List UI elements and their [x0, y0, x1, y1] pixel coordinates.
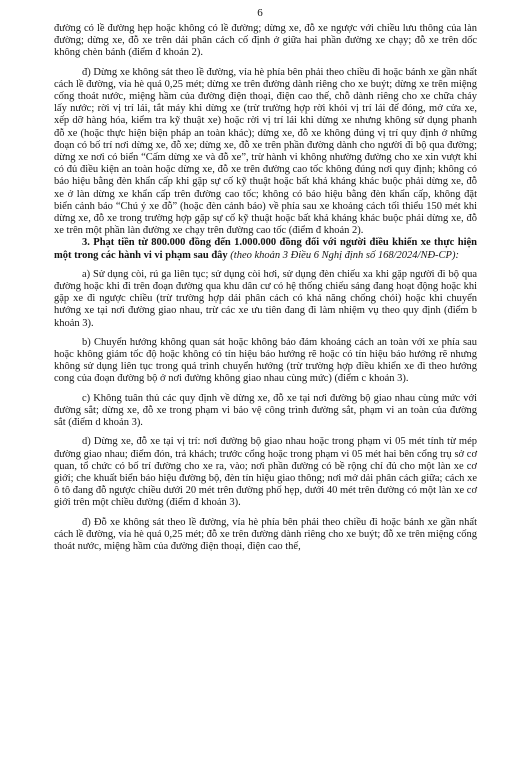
document-body	[54, 23, 477, 553]
paragraph-item-dd-3: đ) Đỗ xe không sát theo lề đường, vỉa hè phía bên phải theo chiều đi hoặc bánh xe gần nhất cách lề đường, vỉa hè quá 0,25 mét; đỗ xe trên đường dành riêng cho xe buýt; đỗ xe trên miệng cống thoát nước, miệng hầm của đường điện thoại, điện cao thế,	[54, 516, 477, 552]
section-heading-citation: (theo khoản 3 Điều 6 Nghị định số 168/2024/NĐ-CP):	[230, 249, 459, 261]
section-heading-3	[54, 237, 477, 261]
section-heading-title: 3. Phạt tiền từ 800.000 đồng đến 1.000.000 đồng đối với người điều khiển xe thực hiện một trong các hành vi vi phạm sau đây	[54, 237, 477, 261]
paragraph-item-dd-2: đ) Dừng xe không sát theo lề đường, vỉa hè phía bên phải theo chiều đi hoặc bánh xe gần nhất cách lề đường, vỉa hè quá 0,25 mét; dừng xe trên đường dành riêng cho xe buýt; dừng xe trên miệng cống thoát nước, miệng hầm của đường điện thoại, điện cao thế, chỗ dành riêng cho xe chữa cháy lấy nước; rời vị trí lái, tắt máy khi dừng xe (trừ trường hợp rời khỏi vị trí lái để đóng, mở cửa xe, xếp dỡ hàng hóa, kiểm tra kỹ thuật xe) hoặc rời vị trí lái khi dừng xe nhưng không sử dụng phanh đỗ xe (hoặc thực hiện biện pháp an toàn khác); dừng xe, đỗ xe không đúng vị trí quy định ở những đoạn có bố trí nơi dừng xe, đỗ xe; dừng xe, đỗ xe trên phần đường dành cho người đi bộ qua đường; dừng xe nơi có biển “Cấm dừng xe và đỗ xe”, trừ hành vi không nhường đường cho xe xin vượt khi có đủ điều kiện an toàn hoặc dừng xe, đỗ xe trên đường cao tốc không đúng nơi quy định; không có báo hiệu bằng đèn khẩn cấp khi gặp sự cố kỹ thuật hoặc bất khả kháng khác buộc phải dừng xe, đỗ xe ở làn dừng xe khẩn cấp trên đường cao tốc; không có báo hiệu bằng đèn khẩn cấp, không đặt biển cảnh báo “Chú ý xe đỗ” (hoặc đèn cảnh báo) về phía sau xe khoảng cách tối thiểu 150 mét khi dừng xe, đỗ xe trong trường hợp gặp sự cố kỹ thuật hoặc bất khả kháng khác buộc phải dừng xe, đỗ xe trên một phần làn đường xe chạy trên đường cao tốc (điểm đ khoản 2).	[54, 66, 477, 237]
paragraph-item-a: a) Sử dụng còi, rú ga liên tục; sử dụng còi hơi, sử dụng đèn chiếu xa khi gặp người đi bộ qua đường hoặc khi đi trên đoạn đường qua khu dân cư có hệ thống chiếu sáng đang hoạt động hoặc khi gặp xe đi ngược chiều (trừ trường hợp dải phân cách có khả năng chống chói) hoặc khi chuyển hướng xe tại nơi đường giao nhau, trừ các xe ưu tiên đang đi làm nhiệm vụ theo quy định (điểm b khoản 3).	[54, 268, 477, 329]
page-number: 6	[257, 7, 263, 19]
paragraph-item-b: b) Chuyển hướng không quan sát hoặc không bảo đảm khoảng cách an toàn với xe phía sau hoặc không giảm tốc độ hoặc không có tín hiệu báo hướng rẽ hoặc có tín hiệu báo hướng rẽ nhưng không sử dụng liên tục trong quá trình chuyển hướng (trừ trường hợp điều khiển xe đi theo hướng cong của đoạn đường bộ ở nơi đường không giao nhau cùng mức) (điểm c khoản 3).	[54, 336, 477, 385]
paragraph-continuation: đường có lề đường hẹp hoặc không có lề đường; dừng xe, đỗ xe ngược với chiều lưu thông của làn đường; dừng xe, đỗ xe trên dải phân cách cố định ở giữa hai phần đường xe chạy; đỗ xe trên dốc không chèn bánh (điểm đ khoản 2).	[54, 23, 477, 59]
paragraph-item-c: c) Không tuân thủ các quy định về dừng xe, đỗ xe tại nơi đường bộ giao nhau cùng mức với đường sắt; dừng xe, đỗ xe trong phạm vi bảo vệ công trình đường sắt, phạm vi an toàn của đường sắt (điểm d khoản 3).	[54, 392, 477, 429]
paragraph-item-d: d) Dừng xe, đỗ xe tại vị trí: nơi đường bộ giao nhau hoặc trong phạm vi 05 mét tính từ mép đường giao nhau; điểm đón, trả khách; trước cổng hoặc trong phạm vi 05 mét hai bên cổng trụ sở cơ quan, tổ chức có bố trí đường cho xe ra, vào; nơi phần đường có bề rộng chỉ đủ cho một làn xe cơ giới; che khuất biển báo hiệu đường bộ, đèn tín hiệu giao thông; nơi mở dải phân cách giữa; cách xe ô tô đang đỗ ngược chiều dưới 20 mét trên đường phố hẹp, dưới 40 mét trên đường có một làn xe cơ giới trên một chiều đường (điểm đ khoản 3).	[54, 436, 477, 509]
